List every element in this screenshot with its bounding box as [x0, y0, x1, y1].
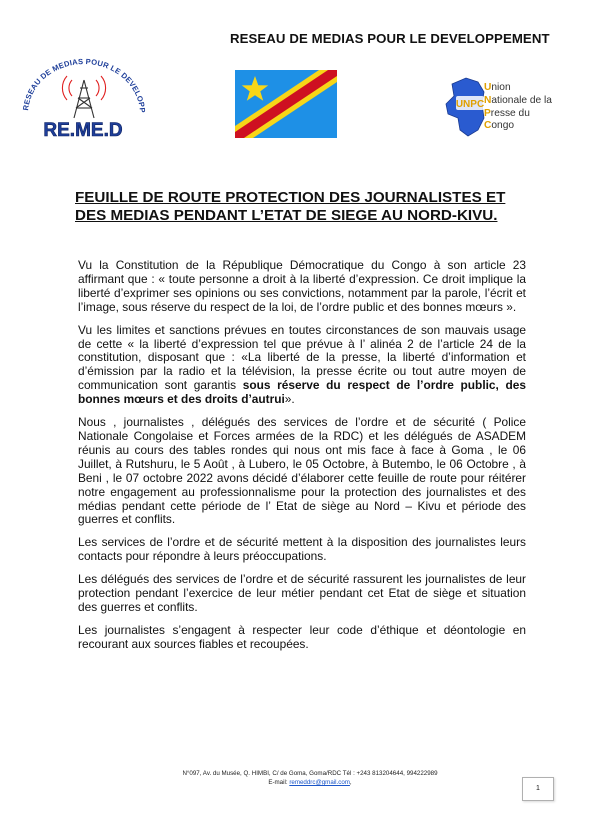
document-title — [75, 189, 545, 225]
remed-name: RE.ME.D — [43, 120, 123, 141]
organization-header: RESEAU DE MEDIAS POUR LE DEVELOPPEMENT — [230, 31, 550, 46]
antenna-tower-icon — [62, 76, 105, 118]
email-link[interactable]: remeddrc@gmail.com — [289, 779, 350, 786]
paragraph-services: Les services de l’ordre et de sécurité mettent à la disposition des journalistes leurs contacts pour répondre à leurs préoccupations. — [78, 535, 526, 564]
paragraph-ethics: Les journalistes s’engagent à respecter leur code d’éthique et déontologie en recourant aux sources fiables et recoupées. — [78, 622, 526, 651]
paragraph-constitution: Vu la Constitution de la République Démocratique du Congo à son article 23 affirmant que : « toute personne a droit à la liberté d’expression. Ce droit implique la liberté d’exprimer ses opinions ou ses convictions, notamment par la parole, l’écrit et l’image, sous réserve du respect de la loi, de l’ordre public et des bonnes mœurs ». — [78, 258, 526, 314]
document-body — [78, 259, 526, 661]
remed-logo — [14, 58, 152, 144]
paragraph-journalists: Nous , journalistes , délégués des services de l’ordre et de sécurité ( Police Nationale Congolaise et Forces armées de la RDC) et les délégués de ASADEM réunis au cours des tables rondes qui nous ont mis face à face à Goma , le 06 Juillet, à Rutshuru, le 5 Août , à Lubero, le 05 Octobre, à Butembo, le 06 Octobre , à Beni , le 07 octobre 2022 avons décidé d’élaborer cette feuille de route pour réitérer notre engagement au professionnalisme pour la protection des journalistes et des médias pendant cette période de l’ Etat de siège au Nord – Kivu et période des guerres et conflits. — [78, 415, 526, 527]
unpc-name: Union Nationale de la Presse du Congo — [484, 82, 552, 132]
footer-address: N°097, Av. du Musée, Q. HIMBI, C/ de Goma, Goma/RDC Tél : +243 813204644, 994222989 — [182, 770, 438, 777]
footer-email: E-mail: remeddrc@gmail.com, — [268, 779, 352, 786]
remed-arc-text: RESEAU DE MEDIAS POUR LE DEVELOPP — [21, 58, 148, 114]
paragraph-limits: Vu les limites et sanctions prévues en toutes circonstances de son mauvais usage de cette « la liberté d’expression tel que prévue à l’ alinéa 2 de l’article 24 de la constitution, disposant que : «La liberté de la presse, la liberté d’information et d’émission par la radio et la télévision, la presse écrite ou tout autre moyen de communication sont garantis sous réserve du respect de l’ordre public, des bonnes mœurs et des droits d’autrui». — [78, 322, 526, 407]
paragraph-delegates: Les délégués des services de l’ordre et de sécurité rassurent les journalistes de leur protection pendant l’exercice de leur métier pendant cet Etat de siège et situation des guerres et conflits. — [78, 572, 526, 614]
title-line-2: DES MEDIAS PENDANT L’ETAT DE SIEGE AU NORD-KIVU. — [75, 207, 498, 224]
page-number: 1 — [522, 777, 554, 801]
bold-clause: sous réserve du respect de l’ordre public, des bonnes mœurs et des droits d’autrui — [78, 378, 526, 407]
drc-flag — [235, 70, 337, 138]
unpc-badge: UNPC — [455, 99, 485, 110]
title-line-1: FEUILLE DE ROUTE PROTECTION DES JOURNALISTES ET — [75, 189, 506, 206]
